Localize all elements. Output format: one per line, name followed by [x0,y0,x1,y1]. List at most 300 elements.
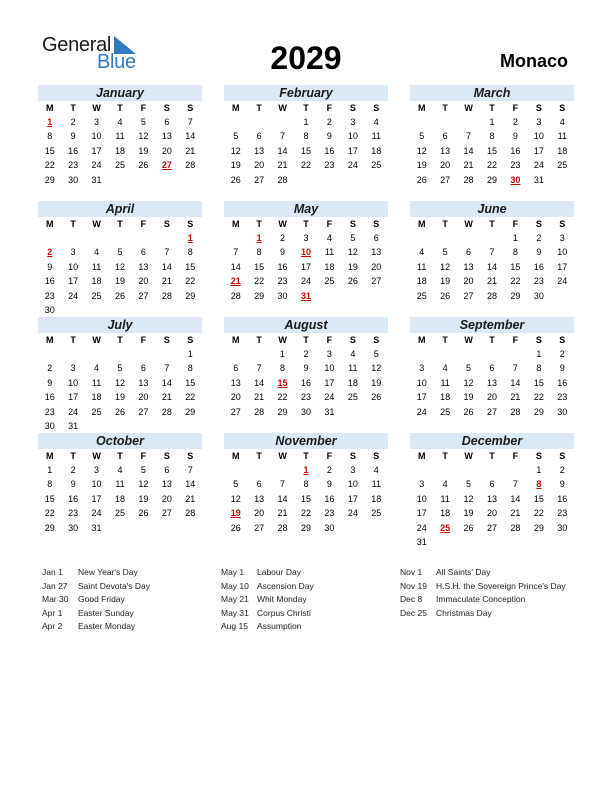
day-cell: 7 [466,131,472,142]
weekday-label: T [489,335,495,345]
day-cell: 31 [91,522,102,533]
day-cell: 19 [463,392,474,403]
day-cell: 17 [533,145,544,156]
day-cell: 15 [185,377,196,388]
day-cell: 12 [347,247,358,258]
weekday-label: M [45,451,54,461]
weekday-label: M [231,103,240,113]
holiday-date: Dec 25 [400,607,427,618]
day-grid [224,217,388,303]
weekday-label: T [303,451,309,461]
day-cell: 5 [419,131,425,142]
empty-day-cell [247,115,270,129]
holiday-name: Whit Monday [257,594,307,604]
day-cell: 21 [510,392,521,403]
day-cell: 5 [117,247,123,258]
day-grid [38,217,202,317]
day-cell: 16 [557,493,568,504]
day-cell: 23 [68,508,79,519]
weekday-label: F [326,219,333,229]
day-cell: 12 [230,493,241,504]
empty-day-cell [271,463,294,477]
day-cell: 29 [185,406,196,417]
day-cell: 28 [510,522,521,533]
day-cell: 16 [324,493,335,504]
day-cell: 9 [512,131,518,142]
weekday-label: T [489,103,495,113]
empty-day-cell [155,231,178,245]
day-cell: 30 [557,522,568,533]
day-cell: 22 [510,276,521,287]
day-cell: 22 [185,276,196,287]
day-cell: 4 [117,117,123,127]
day-cell: 23 [510,160,521,171]
day-cell: 30 [277,290,288,301]
month-title: March [410,85,574,101]
day-cell: 10 [68,261,79,272]
holiday-row [400,566,600,580]
holiday-day-cell: 21 [230,276,241,287]
day-cell: 29 [300,522,311,533]
day-cell: 27 [440,174,451,185]
day-cell: 22 [185,392,196,403]
day-cell: 4 [442,363,448,374]
holiday-row [221,620,421,634]
holiday-row [42,580,242,594]
day-cell: 25 [114,508,125,519]
month-may [224,201,388,303]
day-cell: 9 [559,363,565,374]
weekday-label: W [92,451,101,461]
day-cell: 9 [280,247,286,258]
weekday-label: T [117,103,123,113]
day-cell: 30 [68,174,79,185]
holiday-name: Good Friday [78,594,125,604]
day-cell: 2 [559,465,565,475]
empty-day-cell [457,347,480,361]
day-cell: 22 [533,508,544,519]
day-cell: 20 [254,160,265,171]
day-cell: 31 [324,406,335,417]
day-cell: 14 [161,377,172,388]
day-cell: 23 [44,406,55,417]
month-june [410,201,574,303]
holiday-date: Jan 1 [42,567,63,577]
day-cell: 13 [138,377,149,388]
weekday-label: T [303,335,309,345]
holiday-day-cell: 15 [277,377,288,388]
day-cell: 8 [303,479,309,490]
day-cell: 17 [416,392,427,403]
day-cell: 27 [463,290,474,301]
day-cell: 25 [416,290,427,301]
logo-text-general: General [42,34,112,56]
day-cell: 2 [70,117,76,127]
day-cell: 31 [533,174,544,185]
day-cell: 2 [512,117,518,127]
weekday-label: T [256,103,262,113]
day-cell: 2 [559,349,565,359]
day-cell: 13 [463,261,474,272]
empty-day-cell [433,347,456,361]
weekday-label: F [512,335,519,345]
day-cell: 8 [303,131,309,142]
day-cell: 31 [91,174,102,185]
empty-day-cell [433,463,456,477]
weekday-label: T [442,219,448,229]
day-cell: 15 [510,261,521,272]
day-cell: 4 [442,479,448,490]
month-title: August [224,317,388,333]
day-cell: 7 [187,117,193,127]
day-cell: 3 [419,363,425,374]
day-cell: 12 [114,261,125,272]
day-cell: 5 [466,479,472,490]
day-cell: 27 [254,174,265,185]
weekday-label: S [187,219,194,229]
day-cell: 25 [91,406,102,417]
day-cell: 16 [68,145,79,156]
day-cell: 15 [254,261,265,272]
day-cell: 23 [533,276,544,287]
page-header [0,0,612,80]
holiday-name: Ascension Day [257,580,314,591]
day-cell: 21 [277,160,288,171]
day-cell: 27 [486,406,497,417]
day-cell: 26 [416,174,427,185]
day-cell: 14 [277,493,288,504]
empty-day-cell [410,347,433,361]
day-cell: 30 [324,522,335,533]
holiday-date: Nov 19 [400,580,427,591]
day-cell: 6 [164,117,170,127]
day-cell: 5 [117,363,123,374]
empty-day-cell [247,347,270,361]
day-cell: 24 [347,160,358,171]
day-cell: 30 [44,304,55,315]
day-cell: 14 [185,131,196,142]
day-cell: 17 [347,493,358,504]
day-cell: 18 [371,493,382,504]
day-cell: 5 [466,363,472,374]
day-cell: 30 [300,406,311,417]
day-cell: 19 [347,261,358,272]
day-cell: 26 [114,406,125,417]
weekday-label: W [92,335,101,345]
holiday-name: H.S.H. the Sovereign Prince's Day [436,580,566,591]
day-cell: 2 [326,465,332,475]
day-cell: 27 [230,406,241,417]
holiday-day-cell: 8 [536,479,542,490]
day-cell: 12 [138,479,149,490]
holiday-row [221,566,421,580]
day-cell: 23 [300,392,311,403]
day-cell: 16 [44,276,55,287]
holiday-name: Easter Sunday [78,607,134,618]
month-title: January [38,85,202,101]
day-cell: 6 [442,131,448,142]
day-cell: 5 [140,465,146,475]
holiday-date: Dec 8 [400,594,423,604]
holiday-date: May 1 [221,567,245,577]
day-cell: 23 [68,160,79,171]
month-november [224,433,388,535]
weekday-label: S [187,103,194,113]
weekday-label: T [489,219,495,229]
empty-day-cell [410,115,433,129]
day-cell: 24 [416,406,427,417]
day-cell: 16 [324,145,335,156]
day-cell: 22 [254,276,265,287]
day-cell: 28 [254,406,265,417]
day-cell: 12 [440,261,451,272]
day-cell: 19 [138,493,149,504]
weekday-label: T [70,451,76,461]
holiday-name: Easter Monday [78,621,136,631]
weekday-label: M [417,103,426,113]
day-cell: 25 [440,406,451,417]
weekday-label: F [326,451,333,461]
day-cell: 6 [164,465,170,475]
day-cell: 13 [486,493,497,504]
empty-day-cell [85,347,108,361]
weekday-label: T [256,335,262,345]
holiday-row [42,593,242,607]
day-cell: 12 [463,493,474,504]
day-cell: 15 [44,145,55,156]
day-cell: 24 [557,276,568,287]
day-cell: 13 [138,261,149,272]
day-cell: 4 [559,117,565,127]
day-cell: 4 [94,363,100,374]
day-cell: 3 [559,233,565,243]
day-cell: 29 [185,290,196,301]
day-cell: 3 [419,479,425,490]
day-cell: 28 [277,174,288,185]
holiday-row [400,593,600,607]
weekday-label: M [231,451,240,461]
day-cell: 26 [347,276,358,287]
day-cell: 10 [533,131,544,142]
day-cell: 24 [68,406,79,417]
day-cell: 20 [138,392,149,403]
day-cell: 31 [68,420,79,431]
day-cell: 27 [254,522,265,533]
day-cell: 2 [47,363,53,374]
day-cell: 1 [187,349,193,359]
day-cell: 9 [47,261,53,272]
day-cell: 21 [161,276,172,287]
day-cell: 16 [533,261,544,272]
day-cell: 8 [47,131,53,142]
empty-day-cell [155,347,178,361]
month-title: December [410,433,574,449]
weekday-label: T [117,335,123,345]
day-cell: 5 [442,247,448,258]
calendar-year: 2029 [270,40,342,76]
weekday-label: W [278,219,287,229]
empty-day-cell [38,347,61,361]
day-cell: 11 [440,377,450,388]
holiday-date: Aug 15 [221,621,248,631]
day-cell: 7 [489,247,495,258]
weekday-label: F [140,103,147,113]
day-cell: 21 [185,493,196,504]
empty-day-cell [410,231,433,245]
day-cell: 19 [416,160,427,171]
day-cell: 3 [536,117,542,127]
day-cell: 15 [185,261,196,272]
holiday-day-cell: 1 [47,117,53,127]
weekday-label: M [45,335,54,345]
weekday-label: S [187,451,194,461]
weekday-label: M [45,103,54,113]
day-cell: 1 [489,117,495,127]
month-title: May [224,201,388,217]
empty-day-cell [480,347,503,361]
day-cell: 29 [44,522,55,533]
holiday-date: Apr 2 [42,621,63,631]
day-cell: 8 [47,479,53,490]
day-cell: 14 [254,377,265,388]
weekday-label: W [464,103,473,113]
holiday-date: Nov 1 [400,567,423,577]
day-cell: 7 [280,479,286,490]
day-cell: 29 [44,174,55,185]
day-cell: 16 [44,392,55,403]
day-cell: 3 [350,117,356,127]
empty-day-cell [61,231,84,245]
month-title: October [38,433,202,449]
logo-text-blue: Blue [97,51,136,73]
day-cell: 23 [557,508,568,519]
weekday-label: S [349,103,356,113]
month-february [224,85,388,187]
weekday-label: T [70,103,76,113]
day-cell: 6 [373,233,379,243]
day-cell: 2 [326,117,332,127]
month-title: February [224,85,388,101]
day-cell: 28 [463,174,474,185]
month-title: June [410,201,574,217]
day-cell: 8 [536,363,542,374]
day-grid [410,101,574,187]
holiday-date: May 21 [221,594,249,604]
day-cell: 26 [230,522,241,533]
holiday-row [400,607,600,621]
holiday-row [221,593,421,607]
day-cell: 28 [161,406,172,417]
day-grid [410,217,574,303]
day-cell: 22 [300,160,311,171]
day-cell: 7 [280,131,286,142]
day-cell: 9 [47,377,53,388]
weekday-label: S [163,219,170,229]
day-cell: 30 [557,406,568,417]
empty-day-cell [224,231,247,245]
day-cell: 3 [70,247,76,258]
day-cell: 12 [138,131,149,142]
day-cell: 10 [91,479,102,490]
day-cell: 7 [233,247,239,258]
empty-day-cell [433,115,456,129]
weekday-label: S [349,219,356,229]
day-cell: 19 [440,276,451,287]
day-cell: 18 [114,493,125,504]
weekday-label: W [464,335,473,345]
day-cell: 21 [161,392,172,403]
day-cell: 21 [486,276,497,287]
day-cell: 27 [486,522,497,533]
weekday-label: T [489,451,495,461]
day-cell: 1 [536,465,542,475]
holiday-name: All Saints' Day [436,567,491,577]
day-cell: 28 [230,290,241,301]
day-cell: 11 [348,363,358,374]
day-cell: 16 [300,377,311,388]
day-cell: 25 [347,392,358,403]
day-cell: 12 [371,363,382,374]
weekday-label: S [535,335,542,345]
day-cell: 14 [277,145,288,156]
weekday-label: W [278,451,287,461]
weekday-label: S [373,219,380,229]
day-cell: 16 [510,145,521,156]
weekday-label: W [464,451,473,461]
day-cell: 4 [94,247,100,258]
day-cell: 25 [371,160,382,171]
weekday-label: M [417,219,426,229]
empty-day-cell [504,463,527,477]
day-cell: 20 [138,276,149,287]
weekday-label: S [535,451,542,461]
day-cell: 10 [324,363,335,374]
weekday-label: T [303,219,309,229]
day-cell: 13 [440,145,451,156]
day-cell: 11 [91,377,102,388]
day-cell: 4 [373,117,379,127]
day-cell: 7 [164,363,170,374]
weekday-label: T [117,451,123,461]
month-july [38,317,202,433]
empty-day-cell [247,463,270,477]
day-cell: 15 [300,145,311,156]
day-grid [224,333,388,419]
weekday-label: S [535,219,542,229]
day-cell: 10 [557,247,568,258]
day-cell: 21 [254,392,265,403]
day-cell: 25 [114,160,125,171]
day-cell: 26 [440,290,451,301]
day-cell: 6 [140,247,146,258]
month-title: April [38,201,202,217]
day-cell: 23 [324,508,335,519]
empty-day-cell [410,463,433,477]
weekday-label: S [559,219,566,229]
weekday-label: W [464,219,473,229]
day-cell: 3 [326,349,332,359]
day-cell: 15 [533,493,544,504]
month-title: July [38,317,202,333]
empty-day-cell [132,231,155,245]
day-cell: 22 [300,508,311,519]
day-cell: 4 [350,349,356,359]
weekday-label: S [163,335,170,345]
day-cell: 9 [559,479,565,490]
day-cell: 18 [324,261,335,272]
day-cell: 29 [254,290,265,301]
day-cell: 18 [440,392,451,403]
